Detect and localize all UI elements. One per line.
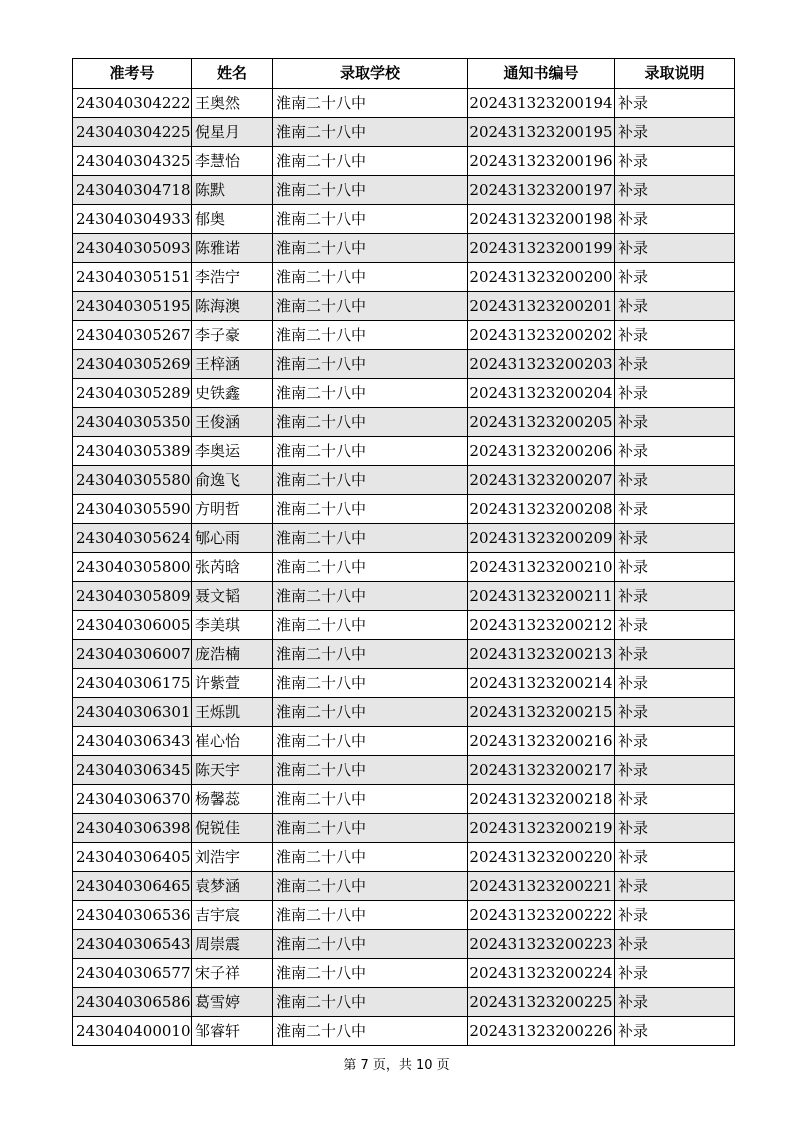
cell-name: 刘浩宇 [192, 843, 273, 872]
cell-exam-number: 243040304933 [73, 205, 192, 234]
cell-exam-number: 243040305580 [73, 466, 192, 495]
cell-exam-number: 243040305289 [73, 379, 192, 408]
cell-school: 淮南二十八中 [273, 205, 468, 234]
cell-notice-number: 202431323200217 [468, 756, 615, 785]
table-row [73, 901, 735, 930]
cell-name: 王梓涵 [192, 350, 273, 379]
cell-school: 淮南二十八中 [273, 89, 468, 118]
header-remark: 录取说明 [615, 59, 735, 89]
cell-exam-number: 243040304222 [73, 89, 192, 118]
cell-notice-number: 202431323200214 [468, 669, 615, 698]
header-exam-number: 准考号 [73, 59, 192, 89]
cell-name: 杨馨蕊 [192, 785, 273, 814]
cell-exam-number: 243040306175 [73, 669, 192, 698]
cell-remark: 补录 [615, 205, 735, 234]
cell-school: 淮南二十八中 [273, 988, 468, 1017]
cell-remark: 补录 [615, 901, 735, 930]
table-row [73, 118, 735, 147]
page-footer: 第 7 页，共 10 页 [343, 1058, 450, 1073]
cell-name: 王奥然 [192, 89, 273, 118]
table-row [73, 872, 735, 901]
cell-school: 淮南二十八中 [273, 756, 468, 785]
cell-name: 许紫萱 [192, 669, 273, 698]
cell-remark: 补录 [615, 959, 735, 988]
cell-name: 史铁鑫 [192, 379, 273, 408]
cell-school: 淮南二十八中 [273, 698, 468, 727]
cell-school: 淮南二十八中 [273, 234, 468, 263]
cell-remark: 补录 [615, 727, 735, 756]
cell-exam-number: 243040305151 [73, 263, 192, 292]
header-notice-number: 通知书编号 [468, 59, 615, 89]
cell-school: 淮南二十八中 [273, 843, 468, 872]
cell-name: 李美琪 [192, 611, 273, 640]
cell-school: 淮南二十八中 [273, 408, 468, 437]
cell-school: 淮南二十八中 [273, 524, 468, 553]
cell-exam-number: 243040306536 [73, 901, 192, 930]
cell-school: 淮南二十八中 [273, 176, 468, 205]
cell-exam-number: 243040304225 [73, 118, 192, 147]
cell-notice-number: 202431323200206 [468, 437, 615, 466]
cell-remark: 补录 [615, 89, 735, 118]
table-row [73, 147, 735, 176]
cell-exam-number: 243040305269 [73, 350, 192, 379]
cell-exam-number: 243040305389 [73, 437, 192, 466]
cell-remark: 补录 [615, 466, 735, 495]
cell-notice-number: 202431323200199 [468, 234, 615, 263]
table-row [73, 408, 735, 437]
cell-notice-number: 202431323200203 [468, 350, 615, 379]
cell-name: 庞浩楠 [192, 640, 273, 669]
header-name: 姓名 [192, 59, 273, 89]
cell-remark: 补录 [615, 321, 735, 350]
table-row [73, 292, 735, 321]
table-row [73, 379, 735, 408]
cell-exam-number: 243040306543 [73, 930, 192, 959]
header-row [73, 59, 735, 89]
cell-name: 陈默 [192, 176, 273, 205]
cell-school: 淮南二十八中 [273, 466, 468, 495]
cell-notice-number: 202431323200224 [468, 959, 615, 988]
cell-exam-number: 243040306343 [73, 727, 192, 756]
cell-exam-number: 243040305624 [73, 524, 192, 553]
cell-exam-number: 243040305590 [73, 495, 192, 524]
cell-school: 淮南二十八中 [273, 930, 468, 959]
cell-name: 袁梦涵 [192, 872, 273, 901]
table-row [73, 321, 735, 350]
table-row [73, 843, 735, 872]
cell-school: 淮南二十八中 [273, 147, 468, 176]
cell-remark: 补录 [615, 1017, 735, 1046]
cell-notice-number: 202431323200226 [468, 1017, 615, 1046]
table-row [73, 263, 735, 292]
cell-name: 郁奥 [192, 205, 273, 234]
table-row [73, 553, 735, 582]
cell-notice-number: 202431323200201 [468, 292, 615, 321]
table-row [73, 727, 735, 756]
cell-remark: 补录 [615, 582, 735, 611]
cell-remark: 补录 [615, 437, 735, 466]
cell-exam-number: 243040305195 [73, 292, 192, 321]
cell-notice-number: 202431323200196 [468, 147, 615, 176]
table-row [73, 495, 735, 524]
cell-notice-number: 202431323200197 [468, 176, 615, 205]
cell-remark: 补录 [615, 843, 735, 872]
cell-notice-number: 202431323200211 [468, 582, 615, 611]
cell-name: 吉宇宸 [192, 901, 273, 930]
cell-remark: 补录 [615, 872, 735, 901]
cell-remark: 补录 [615, 350, 735, 379]
cell-name: 陈天宇 [192, 756, 273, 785]
cell-notice-number: 202431323200202 [468, 321, 615, 350]
header-school: 录取学校 [273, 59, 468, 89]
table-row [73, 437, 735, 466]
cell-exam-number: 243040306586 [73, 988, 192, 1017]
cell-school: 淮南二十八中 [273, 785, 468, 814]
cell-notice-number: 202431323200210 [468, 553, 615, 582]
table-row [73, 930, 735, 959]
cell-remark: 补录 [615, 379, 735, 408]
cell-notice-number: 202431323200215 [468, 698, 615, 727]
cell-exam-number: 243040304718 [73, 176, 192, 205]
cell-notice-number: 202431323200208 [468, 495, 615, 524]
cell-name: 张芮晗 [192, 553, 273, 582]
cell-school: 淮南二十八中 [273, 118, 468, 147]
cell-name: 李奥运 [192, 437, 273, 466]
cell-remark: 补录 [615, 611, 735, 640]
cell-notice-number: 202431323200194 [468, 89, 615, 118]
cell-exam-number: 243040306577 [73, 959, 192, 988]
cell-notice-number: 202431323200204 [468, 379, 615, 408]
cell-school: 淮南二十八中 [273, 640, 468, 669]
cell-exam-number: 243040306398 [73, 814, 192, 843]
cell-remark: 补录 [615, 930, 735, 959]
table-row [73, 640, 735, 669]
cell-name: 王烁凯 [192, 698, 273, 727]
cell-notice-number: 202431323200221 [468, 872, 615, 901]
cell-exam-number: 243040306465 [73, 872, 192, 901]
cell-notice-number: 202431323200222 [468, 901, 615, 930]
cell-remark: 补录 [615, 292, 735, 321]
cell-remark: 补录 [615, 988, 735, 1017]
cell-exam-number: 243040305267 [73, 321, 192, 350]
cell-school: 淮南二十八中 [273, 292, 468, 321]
cell-exam-number: 243040400010 [73, 1017, 192, 1046]
table-row [73, 524, 735, 553]
cell-school: 淮南二十八中 [273, 901, 468, 930]
table-row [73, 756, 735, 785]
table-row [73, 205, 735, 234]
table-row [73, 466, 735, 495]
cell-remark: 补录 [615, 756, 735, 785]
cell-school: 淮南二十八中 [273, 263, 468, 292]
cell-name: 陈雅诺 [192, 234, 273, 263]
table-row [73, 89, 735, 118]
cell-notice-number: 202431323200216 [468, 727, 615, 756]
cell-notice-number: 202431323200212 [468, 611, 615, 640]
cell-school: 淮南二十八中 [273, 669, 468, 698]
cell-school: 淮南二十八中 [273, 437, 468, 466]
cell-notice-number: 202431323200207 [468, 466, 615, 495]
cell-exam-number: 243040306370 [73, 785, 192, 814]
table-row [73, 234, 735, 263]
cell-name: 陈海澳 [192, 292, 273, 321]
table-row [73, 176, 735, 205]
cell-name: 俞逸飞 [192, 466, 273, 495]
admission-table [72, 58, 735, 1046]
cell-school: 淮南二十八中 [273, 379, 468, 408]
table-row [73, 350, 735, 379]
cell-exam-number: 243040305800 [73, 553, 192, 582]
cell-school: 淮南二十八中 [273, 321, 468, 350]
cell-remark: 补录 [615, 785, 735, 814]
cell-notice-number: 202431323200218 [468, 785, 615, 814]
cell-name: 周崇震 [192, 930, 273, 959]
table-row [73, 698, 735, 727]
cell-name: 倪锐佳 [192, 814, 273, 843]
cell-remark: 补录 [615, 118, 735, 147]
cell-exam-number: 243040305809 [73, 582, 192, 611]
cell-remark: 补录 [615, 408, 735, 437]
cell-name: 李慧怡 [192, 147, 273, 176]
cell-exam-number: 243040304325 [73, 147, 192, 176]
cell-notice-number: 202431323200205 [468, 408, 615, 437]
cell-remark: 补录 [615, 669, 735, 698]
cell-notice-number: 202431323200209 [468, 524, 615, 553]
table-row [73, 669, 735, 698]
cell-remark: 补录 [615, 524, 735, 553]
table-row [73, 611, 735, 640]
cell-remark: 补录 [615, 698, 735, 727]
table-row [73, 988, 735, 1017]
cell-school: 淮南二十八中 [273, 872, 468, 901]
cell-school: 淮南二十八中 [273, 495, 468, 524]
cell-notice-number: 202431323200220 [468, 843, 615, 872]
cell-remark: 补录 [615, 814, 735, 843]
cell-school: 淮南二十八中 [273, 611, 468, 640]
cell-exam-number: 243040306005 [73, 611, 192, 640]
cell-school: 淮南二十八中 [273, 350, 468, 379]
cell-remark: 补录 [615, 640, 735, 669]
cell-name: 李浩宁 [192, 263, 273, 292]
cell-remark: 补录 [615, 495, 735, 524]
cell-name: 方明哲 [192, 495, 273, 524]
cell-school: 淮南二十八中 [273, 727, 468, 756]
cell-name: 邹睿轩 [192, 1017, 273, 1046]
cell-exam-number: 243040306007 [73, 640, 192, 669]
table-row [73, 785, 735, 814]
cell-notice-number: 202431323200225 [468, 988, 615, 1017]
cell-name: 葛雪婷 [192, 988, 273, 1017]
cell-exam-number: 243040306345 [73, 756, 192, 785]
cell-remark: 补录 [615, 176, 735, 205]
cell-name: 郇心雨 [192, 524, 273, 553]
cell-school: 淮南二十八中 [273, 814, 468, 843]
cell-remark: 补录 [615, 263, 735, 292]
cell-exam-number: 243040305093 [73, 234, 192, 263]
cell-school: 淮南二十八中 [273, 959, 468, 988]
cell-notice-number: 202431323200213 [468, 640, 615, 669]
cell-notice-number: 202431323200223 [468, 930, 615, 959]
cell-name: 王俊涵 [192, 408, 273, 437]
cell-name: 宋子祥 [192, 959, 273, 988]
cell-remark: 补录 [615, 553, 735, 582]
table-row [73, 1017, 735, 1046]
cell-exam-number: 243040305350 [73, 408, 192, 437]
cell-notice-number: 202431323200219 [468, 814, 615, 843]
table-row [73, 814, 735, 843]
table-body [73, 89, 735, 1046]
cell-notice-number: 202431323200200 [468, 263, 615, 292]
cell-name: 聂文韬 [192, 582, 273, 611]
cell-school: 淮南二十八中 [273, 582, 468, 611]
cell-name: 倪星月 [192, 118, 273, 147]
cell-remark: 补录 [615, 234, 735, 263]
cell-school: 淮南二十八中 [273, 1017, 468, 1046]
table-row [73, 582, 735, 611]
cell-school: 淮南二十八中 [273, 553, 468, 582]
cell-name: 李子豪 [192, 321, 273, 350]
cell-notice-number: 202431323200198 [468, 205, 615, 234]
cell-notice-number: 202431323200195 [468, 118, 615, 147]
cell-exam-number: 243040306405 [73, 843, 192, 872]
cell-remark: 补录 [615, 147, 735, 176]
table-row [73, 959, 735, 988]
cell-exam-number: 243040306301 [73, 698, 192, 727]
cell-name: 崔心怡 [192, 727, 273, 756]
